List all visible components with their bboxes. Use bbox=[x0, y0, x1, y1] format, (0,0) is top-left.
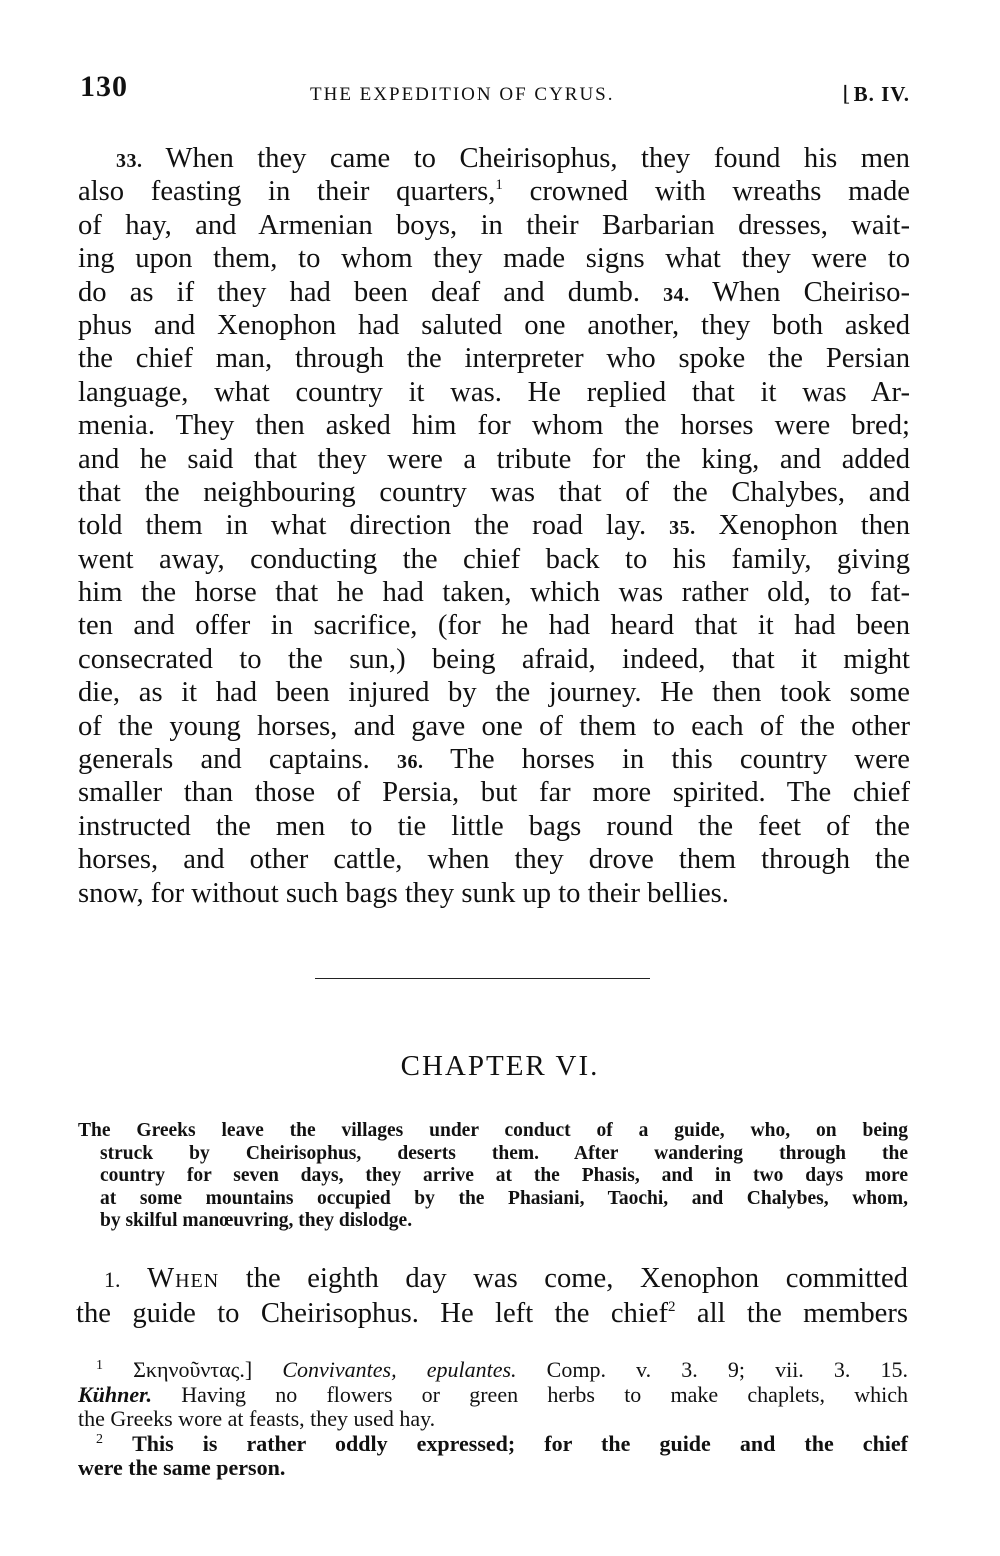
summary-line: at some mountains occupied by the Phasiani, Taochi, and Chalybes, whom, bbox=[100, 1187, 908, 1209]
body-line bbox=[78, 276, 910, 309]
opening-text: all the members bbox=[696, 1298, 908, 1329]
body-line: horses, and other cattle, when they drove them through the bbox=[78, 844, 910, 876]
body-line bbox=[78, 142, 910, 175]
body-line-text: Xenophon then bbox=[718, 510, 911, 542]
chapter-title: CHAPTER VI. bbox=[400, 1050, 600, 1082]
footnote-author: Kühner. bbox=[78, 1381, 152, 1407]
body-line: ing upon them, to whom they made signs what they were to bbox=[78, 243, 910, 275]
body-line: phus and Xenophon had saluted one another, they both asked bbox=[78, 309, 910, 341]
chapter-summary bbox=[78, 1120, 908, 1233]
body-line: menia. They then asked him for whom the horses were bred; bbox=[78, 410, 910, 442]
body-line-text: The horses in this country were bbox=[450, 744, 910, 776]
body-line-text: told them in what direction the road lay. bbox=[78, 510, 647, 542]
body-line: language, what country it was. He replied that it was Ar- bbox=[78, 376, 910, 408]
body-line bbox=[78, 175, 910, 208]
body-line: die, as it had been injured by the journey. He then took some bbox=[78, 677, 910, 709]
footnote-latin-gloss: Convivantes, epulantes. bbox=[282, 1357, 517, 1382]
body-line-text: also feasting in their quarters, bbox=[78, 176, 496, 208]
footnote-ref-1: 1 bbox=[495, 177, 503, 194]
section-divider bbox=[315, 978, 650, 979]
opening-word: When bbox=[147, 1263, 220, 1294]
body-line: instructed the men to tie little bags round the feet of the bbox=[78, 810, 910, 842]
footnote-ref-2: 2 bbox=[668, 1299, 676, 1315]
opening-line bbox=[98, 1262, 908, 1297]
footnote-2-line bbox=[78, 1432, 908, 1457]
footnote-text: This is rather oddly expressed; for the guide and the chief bbox=[132, 1430, 909, 1456]
body-line-text: generals and captains. bbox=[78, 744, 370, 776]
opening-text: the eighth day was come, Xenophon committed bbox=[245, 1263, 908, 1294]
opening-text: the guide to Cheirisophus. He left the chief bbox=[76, 1298, 668, 1329]
body-line-text: When they came to Cheirisophus, they found his men bbox=[165, 143, 910, 174]
footnote-2-mark: 2 bbox=[96, 1431, 103, 1447]
opening-line bbox=[76, 1297, 908, 1331]
footnote-2-line: were the same person. bbox=[78, 1455, 286, 1480]
body-line-text: When Cheiriso- bbox=[712, 276, 910, 308]
section-number-35: 35. bbox=[669, 517, 696, 540]
body-line-text: do as if they had been deaf and dumb. bbox=[78, 276, 640, 308]
body-line: the chief man, through the interpreter who spoke the Persian bbox=[78, 343, 910, 375]
running-header bbox=[80, 70, 910, 110]
summary-line: The Greeks leave the villages under conduct of a guide, who, on being bbox=[78, 1120, 908, 1141]
section-number-33: 33. bbox=[116, 150, 143, 172]
summary-line: by skilful manœuvring, they dislodge. bbox=[100, 1210, 413, 1231]
book-reference-text: B. IV. bbox=[853, 82, 910, 106]
page-number: 130 bbox=[80, 70, 128, 103]
footnote-1-line bbox=[78, 1383, 908, 1408]
body-line bbox=[78, 509, 910, 542]
main-paragraph bbox=[78, 142, 910, 910]
footnote-greek-term: Σκηνοῦντας.] bbox=[133, 1357, 253, 1382]
running-title: THE EXPEDITION OF CYRUS. bbox=[310, 84, 615, 105]
body-line bbox=[78, 743, 910, 776]
chapter-opening bbox=[76, 1262, 908, 1331]
body-line: consecrated to the sun,) being afraid, indeed, that it might bbox=[78, 643, 910, 675]
footnote-1-mark: 1 bbox=[96, 1358, 103, 1373]
body-line: and he said that they were a tribute for the king, and added bbox=[78, 443, 910, 475]
body-line-text: crowned with wreaths made bbox=[529, 176, 910, 208]
summary-line: country for seven days, they arrive at the Phasis, and in two days more bbox=[100, 1165, 908, 1186]
footnote-1-line bbox=[78, 1358, 908, 1383]
book-reference: ⌊B. IV. bbox=[842, 82, 910, 106]
body-line: that the neighbouring country was that of the Chalybes, and bbox=[78, 476, 910, 508]
section-number-34: 34. bbox=[663, 283, 690, 306]
section-number-1: 1. bbox=[104, 1267, 121, 1292]
footnotes bbox=[78, 1358, 908, 1481]
body-line: ten and offer in sacrifice, (for he had heard that it had been bbox=[78, 610, 910, 642]
section-number-36: 36. bbox=[396, 751, 424, 774]
summary-line: struck by Cheirisophus, deserts them. After wandering through the bbox=[100, 1142, 908, 1164]
body-line: of hay, and Armenian boys, in their Barbarian dresses, wait- bbox=[78, 209, 910, 241]
footnote-1-line: the Greeks wore at feasts, they used hay. bbox=[78, 1406, 436, 1431]
body-line: of the young horses, and gave one of them to each of the other bbox=[78, 710, 910, 742]
body-line: snow, for without such bags they sunk up to their bellies. bbox=[78, 877, 729, 909]
footnote-comparison: Comp. v. 3. 9; vii. 3. 15. bbox=[546, 1357, 909, 1382]
footnote-text: Having no flowers or green herbs to make chaplets, which bbox=[181, 1381, 908, 1407]
body-line: went away, conducting the chief back to his family, giving bbox=[78, 543, 910, 575]
body-line: smaller than those of Persia, but far more spirited. The chief bbox=[78, 777, 910, 809]
body-line: him the horse that he had taken, which was rather old, to fat- bbox=[78, 577, 910, 609]
